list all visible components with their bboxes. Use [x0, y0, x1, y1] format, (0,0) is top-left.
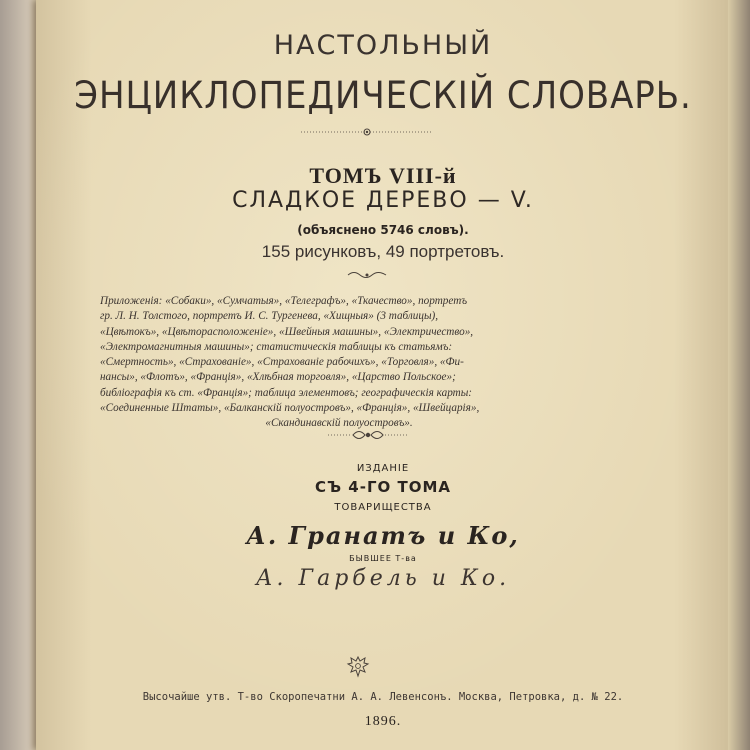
scroll-ornament-icon — [325, 427, 411, 443]
appendix-line: Приложенія: «Собаки», «Сумчатыя», «Телеграфъ», «Ткачество», портретъ — [100, 295, 468, 307]
from-volume: СЪ 4-ГО ТОМА — [314, 478, 452, 496]
small-flourish-icon — [344, 270, 390, 280]
appendix-line: «Смертность», «Страхованіе», «Страхованіе рабочихъ», «Торговля», «Фи- — [100, 356, 464, 369]
publisher-name: А. Гранатъ и Ко, — [246, 521, 520, 550]
appendix-line: гр. Л. Н. Толстого, портретъ И. С. Тургенева, «Хищныя» (3 таблицы), — [100, 310, 439, 323]
volume-range: СЛАДКОЕ ДЕРЕВО — V. — [232, 188, 534, 213]
appendix-line: «Соединенные Штаты», «Балканскій полуостровъ», «Франція», «Швейцарія», — [100, 402, 480, 415]
appendix-line: библіографія къ ст. «Франція»; таблица элементовъ; географическія карты: — [100, 386, 473, 399]
figures-count: 155 рисунковъ, 49 портретовъ. — [261, 242, 505, 261]
appendix-line: «Скандинавскій полуостровъ». — [265, 417, 413, 430]
book-spine — [0, 0, 40, 750]
words-count: (объяснено 5746 словъ). — [297, 223, 469, 237]
appendices-list — [100, 294, 578, 432]
former-label: БЫВШЕЕ Т-ва — [349, 554, 417, 563]
double-headed-eagle-icon — [345, 653, 371, 681]
imprint-line: Высочайше утв. Т-во Скоропечатни А. А. Левенсонъ. Москва, Петровка, д. № 22. — [142, 691, 624, 703]
former-publisher-name: А. Гарбель и Ко. — [255, 566, 511, 591]
page-edge-shadow — [728, 0, 750, 750]
publication-year: 1896. — [364, 714, 402, 729]
title-line-2: ЭНЦИКЛОПЕДИЧЕСКІЙ СЛОВАРЬ. — [74, 74, 692, 117]
volume-number: ТОМЪ VIII-й — [309, 163, 457, 188]
partnership-label: ТОВАРИЩЕСТВА — [334, 502, 432, 513]
title-line-1: НАСТОЛЬНЫЙ — [273, 30, 493, 61]
appendix-line: «Цвѣтокъ», «Цвѣторасположеніе», «Швейныя машины», «Электричество», — [100, 325, 474, 338]
dotted-rule-icon — [297, 125, 437, 139]
appendix-line: нансы», «Флотъ», «Франція», «Хлѣбная торговля», «Царство Польское»; — [100, 371, 456, 384]
edition-label: ИЗДАНІЕ — [356, 463, 410, 474]
appendix-line: «Электромагнитныя машины»; статистическія таблицы къ статьямъ: — [100, 340, 453, 353]
